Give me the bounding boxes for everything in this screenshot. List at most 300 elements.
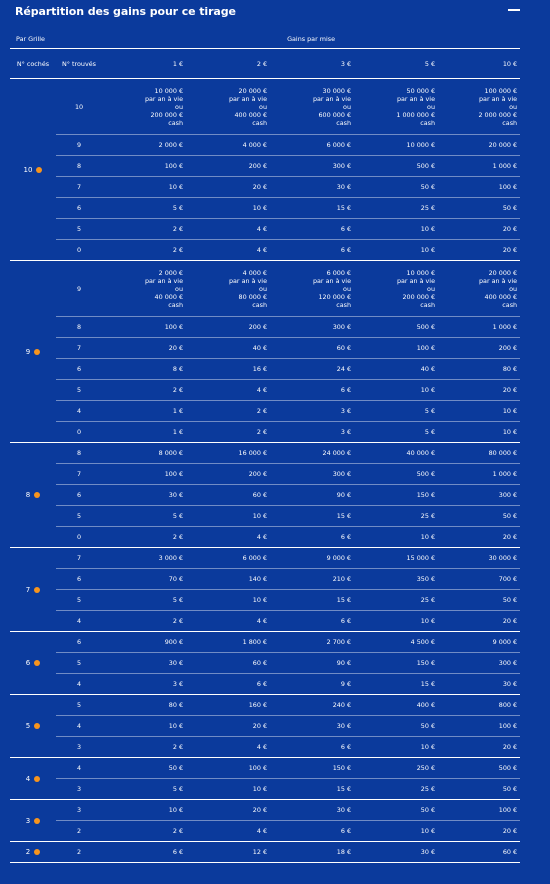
gain-cell: 16 000 € — [186, 443, 270, 464]
gain-cell: 20 € — [438, 240, 520, 261]
trouves-cell: 6 — [56, 569, 102, 590]
gain-cell — [438, 79, 520, 135]
gain-line: cash — [168, 118, 184, 127]
gains-row — [10, 779, 520, 800]
gain-cell: 5 € — [354, 422, 438, 443]
gain-cell: 20 € — [186, 800, 270, 821]
trouves-cell: 5 — [56, 506, 102, 527]
gain-cell: 150 € — [270, 758, 354, 779]
coches-cell — [10, 261, 56, 443]
gain-line: 400 000 € — [234, 110, 268, 119]
gain-cell: 160 € — [186, 695, 270, 716]
gain-cell: 6 € — [270, 737, 354, 758]
gains-table-body — [10, 79, 520, 863]
gain-cell: 20 € — [102, 338, 186, 359]
gain-cell: 9 000 € — [270, 548, 354, 569]
gain-cell: 25 € — [354, 198, 438, 219]
gain-cell: 100 € — [438, 716, 520, 737]
coches-value: 9 — [25, 347, 31, 356]
gain-line: cash — [336, 300, 352, 309]
gain-cell: 1 000 € — [438, 464, 520, 485]
gain-cell: 20 € — [186, 716, 270, 737]
gain-line: 20 000 € — [488, 268, 518, 277]
trouves-cell: 6 — [56, 198, 102, 219]
gain-cell: 15 € — [270, 506, 354, 527]
header-mise: 2 € — [186, 49, 270, 79]
gain-cell: 50 € — [438, 590, 520, 611]
gain-cell: 1 € — [102, 422, 186, 443]
gain-cell: 1 800 € — [186, 632, 270, 653]
header-mise: 1 € — [102, 49, 186, 79]
gain-cell: 20 € — [438, 527, 520, 548]
gain-cell: 10 € — [186, 779, 270, 800]
gain-cell: 2 € — [102, 527, 186, 548]
gains-row — [10, 527, 520, 548]
gain-cell: 30 € — [270, 177, 354, 198]
gain-cell: 30 € — [438, 674, 520, 695]
orange-dot-icon — [36, 167, 42, 173]
gain-cell: 18 € — [270, 842, 354, 863]
gain-cell: 30 000 € — [438, 548, 520, 569]
header-mise: 3 € — [270, 49, 354, 79]
gain-line: cash — [420, 118, 436, 127]
trouves-cell: 7 — [56, 548, 102, 569]
gain-line: par an à vie — [144, 94, 184, 103]
gain-line: 80 000 € — [238, 292, 268, 301]
gain-cell: 10 € — [438, 401, 520, 422]
gain-cell: 300 € — [438, 485, 520, 506]
gain-line: cash — [168, 300, 184, 309]
gains-row — [10, 198, 520, 219]
gain-cell: 20 € — [438, 219, 520, 240]
gain-cell: 6 € — [270, 527, 354, 548]
orange-dot-icon — [34, 776, 40, 782]
trouves-cell: 5 — [56, 219, 102, 240]
gain-line: 600 000 € — [318, 110, 352, 119]
trouves-cell: 6 — [56, 359, 102, 380]
gain-line: par an à vie — [479, 94, 518, 103]
gain-cell: 500 € — [354, 156, 438, 177]
gain-cell: 15 € — [270, 779, 354, 800]
gain-line: 100 000 € — [484, 86, 518, 95]
gain-cell: 10 € — [354, 240, 438, 261]
gains-row — [10, 317, 520, 338]
gain-cell: 10 € — [354, 821, 438, 842]
gain-cell: 250 € — [354, 758, 438, 779]
gain-cell: 30 € — [102, 653, 186, 674]
gain-line: ou — [427, 284, 436, 293]
gains-row — [10, 674, 520, 695]
coches-value: 5 — [25, 722, 31, 730]
gain-cell: 60 € — [186, 485, 270, 506]
trouves-cell: 4 — [56, 611, 102, 632]
gain-cell: 5 € — [102, 590, 186, 611]
gain-line: par an à vie — [228, 276, 268, 285]
gain-cell: 1 000 € — [438, 156, 520, 177]
gain-cell: 50 € — [102, 758, 186, 779]
gains-row — [10, 737, 520, 758]
gain-cell: 10 € — [186, 506, 270, 527]
gain-line: par an à vie — [479, 276, 518, 285]
orange-dot-icon — [34, 849, 40, 855]
coches-value: 10 — [23, 165, 33, 174]
gain-cell: 15 000 € — [354, 548, 438, 569]
gain-line: 10 000 € — [406, 268, 436, 277]
gain-cell: 3 € — [270, 401, 354, 422]
gain-cell: 6 000 € — [186, 548, 270, 569]
gain-cell: 10 € — [354, 219, 438, 240]
gain-cell: 6 € — [102, 842, 186, 863]
gain-cell: 210 € — [270, 569, 354, 590]
gain-line: 30 000 € — [322, 86, 352, 95]
gains-row — [10, 422, 520, 443]
gain-cell: 10 € — [186, 590, 270, 611]
gain-line: 200 000 € — [402, 292, 436, 301]
gain-line: 2 000 € — [158, 268, 184, 277]
gain-cell: 30 € — [354, 842, 438, 863]
trouves-cell: 10 — [56, 79, 102, 135]
trouves-cell: 8 — [56, 443, 102, 464]
gain-cell: 20 € — [438, 737, 520, 758]
orange-dot-icon — [34, 723, 40, 729]
gain-cell — [354, 79, 438, 135]
gains-row — [10, 590, 520, 611]
gain-cell: 6 000 € — [270, 135, 354, 156]
gain-cell: 20 € — [438, 611, 520, 632]
gain-cell: 900 € — [102, 632, 186, 653]
gain-cell — [102, 79, 186, 135]
gain-cell: 70 € — [102, 569, 186, 590]
gain-cell: 2 € — [102, 821, 186, 842]
gain-cell: 90 € — [270, 653, 354, 674]
gain-cell — [270, 261, 354, 317]
gain-cell: 800 € — [438, 695, 520, 716]
gain-line: 6 000 € — [326, 268, 352, 277]
gain-cell: 25 € — [354, 590, 438, 611]
gain-line: cash — [502, 300, 518, 309]
gain-cell: 3 000 € — [102, 548, 186, 569]
gain-cell: 5 € — [102, 198, 186, 219]
gain-cell: 2 € — [102, 219, 186, 240]
coches-cell — [10, 632, 56, 695]
gain-cell: 90 € — [270, 485, 354, 506]
coches-cell — [10, 443, 56, 548]
gains-row — [10, 611, 520, 632]
gain-line: cash — [252, 300, 268, 309]
gain-cell: 500 € — [354, 317, 438, 338]
gains-row — [10, 380, 520, 401]
gain-cell: 300 € — [270, 156, 354, 177]
gain-cell: 350 € — [354, 569, 438, 590]
trouves-cell: 5 — [56, 590, 102, 611]
gain-cell: 100 € — [438, 177, 520, 198]
gain-line: par an à vie — [396, 276, 436, 285]
trouves-cell: 7 — [56, 177, 102, 198]
trouves-cell: 0 — [56, 240, 102, 261]
trouves-cell: 8 — [56, 156, 102, 177]
gains-table — [10, 30, 520, 863]
coches-cell — [10, 79, 56, 261]
coches-cell — [10, 695, 56, 758]
gain-cell: 300 € — [270, 317, 354, 338]
gains-row — [10, 632, 520, 653]
gain-cell: 150 € — [354, 653, 438, 674]
gain-cell: 60 € — [186, 653, 270, 674]
gain-cell: 400 € — [354, 695, 438, 716]
gain-cell: 100 € — [102, 317, 186, 338]
gain-cell: 140 € — [186, 569, 270, 590]
gain-cell: 3 € — [102, 674, 186, 695]
header-coches: N° cochés — [10, 49, 56, 79]
gain-cell: 4 € — [186, 611, 270, 632]
gain-cell: 2 € — [186, 401, 270, 422]
trouves-cell: 3 — [56, 779, 102, 800]
orange-dot-icon — [34, 349, 40, 355]
gains-row — [10, 401, 520, 422]
gain-cell: 10 € — [102, 716, 186, 737]
coches-value: 3 — [25, 816, 31, 825]
gain-cell: 10 € — [102, 177, 186, 198]
gain-cell: 50 € — [438, 506, 520, 527]
gains-row — [10, 485, 520, 506]
trouves-cell: 0 — [56, 422, 102, 443]
gains-row — [10, 338, 520, 359]
gains-row — [10, 443, 520, 464]
gains-row — [10, 653, 520, 674]
header-trouves: N° trouvés — [56, 49, 102, 79]
gain-cell: 2 € — [102, 380, 186, 401]
gain-cell: 500 € — [438, 758, 520, 779]
gain-cell: 4 € — [186, 737, 270, 758]
gain-cell: 10 € — [438, 422, 520, 443]
gain-cell: 20 € — [438, 380, 520, 401]
gain-cell: 15 € — [270, 198, 354, 219]
gain-line: 50 000 € — [406, 86, 436, 95]
gain-cell: 15 € — [354, 674, 438, 695]
gain-cell: 200 € — [438, 338, 520, 359]
gain-cell: 4 € — [186, 821, 270, 842]
gain-cell: 100 € — [438, 800, 520, 821]
gain-cell: 1 € — [102, 401, 186, 422]
gain-cell: 15 € — [270, 590, 354, 611]
gain-cell: 20 000 € — [438, 135, 520, 156]
gain-cell: 50 € — [354, 716, 438, 737]
gain-cell: 2 € — [186, 422, 270, 443]
gain-cell: 9 000 € — [438, 632, 520, 653]
gain-line: 4 000 € — [242, 268, 268, 277]
gain-line: par an à vie — [228, 94, 268, 103]
panel-title: Répartition des gains pour ce tirage — [15, 5, 236, 18]
trouves-cell: 3 — [56, 800, 102, 821]
gain-cell: 300 € — [438, 653, 520, 674]
gain-line: 1 000 000 € — [396, 110, 436, 119]
gain-cell: 30 € — [270, 716, 354, 737]
gain-cell — [186, 261, 270, 317]
gain-cell: 10 000 € — [354, 135, 438, 156]
coches-value: 7 — [25, 585, 31, 594]
gain-line: 400 000 € — [484, 292, 518, 301]
header-mise: 5 € — [354, 49, 438, 79]
gain-cell: 100 € — [102, 156, 186, 177]
trouves-cell: 6 — [56, 485, 102, 506]
gains-row — [10, 716, 520, 737]
gain-cell: 100 € — [102, 464, 186, 485]
coches-cell — [10, 758, 56, 800]
gain-line: cash — [252, 118, 268, 127]
gain-cell: 700 € — [438, 569, 520, 590]
gain-cell: 2 € — [102, 737, 186, 758]
gain-cell: 200 € — [186, 464, 270, 485]
gain-line: 200 000 € — [150, 110, 184, 119]
gain-line: par an à vie — [144, 276, 184, 285]
gain-cell: 25 € — [354, 779, 438, 800]
gains-row — [10, 79, 520, 135]
trouves-cell: 4 — [56, 401, 102, 422]
trouves-cell: 4 — [56, 758, 102, 779]
gain-cell: 30 € — [270, 800, 354, 821]
gain-cell: 10 € — [354, 380, 438, 401]
coches-value: 2 — [25, 848, 31, 856]
gains-row — [10, 261, 520, 317]
gain-line: cash — [502, 118, 518, 127]
gain-cell: 1 000 € — [438, 317, 520, 338]
gains-row — [10, 800, 520, 821]
gain-line: ou — [175, 284, 184, 293]
gain-line: cash — [420, 300, 436, 309]
gain-cell: 2 € — [102, 240, 186, 261]
coches-value: 4 — [25, 774, 31, 783]
coches-cell — [10, 800, 56, 842]
gain-cell: 150 € — [354, 485, 438, 506]
orange-dot-icon — [34, 492, 40, 498]
trouves-cell: 4 — [56, 674, 102, 695]
gain-line: 40 000 € — [154, 292, 184, 301]
gain-cell: 2 € — [102, 611, 186, 632]
trouves-cell: 7 — [56, 464, 102, 485]
gain-cell: 200 € — [186, 156, 270, 177]
coches-value: 8 — [25, 491, 31, 499]
gain-line: ou — [343, 284, 352, 293]
trouves-cell: 9 — [56, 135, 102, 156]
gain-cell: 4 000 € — [186, 135, 270, 156]
trouves-cell: 8 — [56, 317, 102, 338]
gain-cell: 12 € — [186, 842, 270, 863]
gain-cell: 4 € — [186, 219, 270, 240]
gain-cell: 80 € — [438, 359, 520, 380]
gains-row — [10, 359, 520, 380]
gain-cell: 6 € — [270, 240, 354, 261]
gain-line: 20 000 € — [238, 86, 268, 95]
trouves-cell: 5 — [56, 695, 102, 716]
gains-row — [10, 569, 520, 590]
gain-cell: 50 € — [354, 177, 438, 198]
gain-cell: 5 € — [102, 779, 186, 800]
gain-line: cash — [336, 118, 352, 127]
gains-row — [10, 821, 520, 842]
trouves-cell: 2 — [56, 821, 102, 842]
gains-row — [10, 219, 520, 240]
gain-cell: 8 000 € — [102, 443, 186, 464]
gain-cell: 100 € — [354, 338, 438, 359]
gain-cell — [186, 79, 270, 135]
gain-cell: 6 € — [270, 611, 354, 632]
gains-row — [10, 842, 520, 863]
gain-line: 120 000 € — [318, 292, 352, 301]
gains-row — [10, 506, 520, 527]
trouves-cell: 2 — [56, 842, 102, 863]
gain-line: ou — [343, 102, 352, 111]
gain-cell: 6 € — [270, 380, 354, 401]
orange-dot-icon — [34, 587, 40, 593]
gain-cell: 5 € — [354, 401, 438, 422]
gain-cell: 6 € — [270, 219, 354, 240]
gain-cell: 2 000 € — [102, 135, 186, 156]
gains-row — [10, 240, 520, 261]
coches-cell — [10, 548, 56, 632]
trouves-cell: 4 — [56, 716, 102, 737]
gain-cell: 2 700 € — [270, 632, 354, 653]
gain-cell: 10 € — [102, 800, 186, 821]
coches-cell — [10, 842, 56, 863]
trouves-cell: 5 — [56, 653, 102, 674]
orange-dot-icon — [34, 660, 40, 666]
gain-cell: 4 € — [186, 240, 270, 261]
header-gains-par-mise: Gains par mise — [102, 30, 520, 49]
gain-cell: 4 € — [186, 380, 270, 401]
gain-cell: 10 € — [354, 611, 438, 632]
gain-cell: 16 € — [186, 359, 270, 380]
gain-cell: 5 € — [102, 506, 186, 527]
collapse-icon[interactable] — [508, 9, 520, 11]
gain-cell: 10 € — [354, 527, 438, 548]
gain-cell: 30 € — [102, 485, 186, 506]
gain-cell: 80 000 € — [438, 443, 520, 464]
gain-cell: 80 € — [102, 695, 186, 716]
gain-cell: 4 500 € — [354, 632, 438, 653]
header-par-grille: Par Grille — [10, 30, 102, 49]
gain-line: ou — [509, 284, 518, 293]
gains-row — [10, 135, 520, 156]
gain-cell: 50 € — [354, 800, 438, 821]
gain-cell: 40 000 € — [354, 443, 438, 464]
gain-cell — [270, 79, 354, 135]
trouves-cell: 9 — [56, 261, 102, 317]
gain-cell — [102, 261, 186, 317]
gain-line: ou — [175, 102, 184, 111]
gain-cell: 20 € — [438, 821, 520, 842]
gain-cell: 60 € — [438, 842, 520, 863]
gains-row — [10, 464, 520, 485]
gain-cell: 10 € — [186, 198, 270, 219]
gain-cell: 20 € — [186, 177, 270, 198]
gain-cell: 300 € — [270, 464, 354, 485]
trouves-cell: 6 — [56, 632, 102, 653]
gain-cell: 100 € — [186, 758, 270, 779]
gain-line: 2 000 000 € — [478, 110, 518, 119]
gain-line: 10 000 € — [154, 86, 184, 95]
gain-line: par an à vie — [312, 94, 352, 103]
header-mise: 10 € — [438, 49, 520, 79]
gain-cell: 10 € — [354, 737, 438, 758]
gains-row — [10, 695, 520, 716]
gains-row — [10, 758, 520, 779]
gains-row — [10, 156, 520, 177]
gain-cell: 24 € — [270, 359, 354, 380]
gain-cell: 40 € — [186, 338, 270, 359]
gain-cell: 200 € — [186, 317, 270, 338]
gain-cell: 50 € — [438, 198, 520, 219]
gain-cell: 24 000 € — [270, 443, 354, 464]
